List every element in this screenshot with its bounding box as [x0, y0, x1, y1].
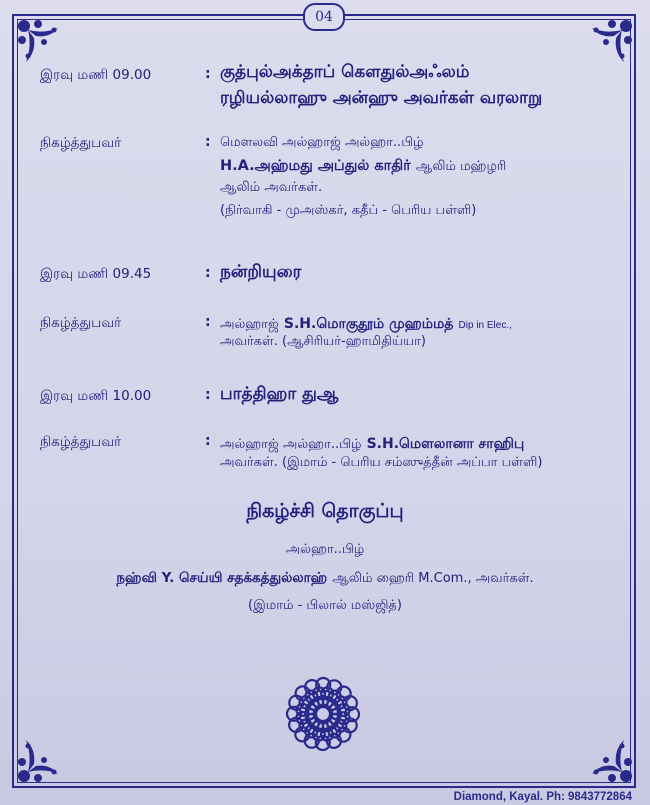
floral-mandala-ornament: [283, 674, 363, 754]
session-3-host-name: S.H.மௌலானா சாஹிபு: [366, 436, 525, 452]
compere-title: ஆலிம் ஹைரி M.Com., அவர்கள்.: [332, 571, 534, 586]
session-1-host-colon: :: [205, 134, 211, 150]
session-3-host-prefix: அல்ஹாஜ் அல்ஹா..பிழ்: [220, 437, 362, 452]
corner-ornament-bottom-right: [566, 716, 636, 786]
session-1-host-line-2: [220, 155, 506, 176]
session-1-host-name: H.A.அஹ்மது அப்துல் காதிர்: [220, 158, 411, 174]
session-2-time: இரவு மணி 09.45: [40, 266, 152, 282]
session-1-time: இரவு மணி 09.00: [40, 67, 152, 83]
compere-heading: நிகழ்ச்சி தொகுப்பு: [246, 500, 404, 522]
session-1-colon: :: [205, 66, 211, 82]
compere-line-1: அல்ஹா..பிழ்: [285, 542, 365, 557]
page-number: 04: [303, 3, 345, 31]
session-1-title-line-2: ரழியல்லாஹு அன்ஹு அவர்கள் வரலாறு: [220, 88, 543, 108]
session-3-host-colon: :: [205, 433, 211, 449]
session-2-host-line-1: [220, 313, 512, 334]
session-3-colon: :: [205, 387, 211, 403]
corner-ornament-bottom-left: [14, 716, 84, 786]
session-2-host-qualification: Dip in Elec.,: [458, 320, 512, 331]
session-2-host-label: நிகழ்த்துபவர்: [40, 315, 122, 331]
session-2-title: நன்றியுரை: [220, 262, 302, 282]
session-3-time: இரவு மணி 10.00: [40, 388, 152, 404]
session-1-host-title: ஆலிம் மஹ்ழரி: [415, 159, 507, 174]
session-1-title-line-1: குத்புல்அக்தாப் கௌதுல்அஃலம்: [220, 62, 470, 82]
compere-name: நஹ்வி Y. செய்யி சதக்கத்துல்லாஹ்: [116, 570, 328, 586]
session-1-host-label: நிகழ்த்துபவர்: [40, 135, 122, 151]
session-1-host-line-4: (நிர்வாகி - முஅஸ்கர், கதீப் - பெரிய பள்ளி): [220, 203, 477, 218]
session-3-host-line-1: [220, 433, 524, 454]
session-3-host-line-2: அவர்கள். (இமாம் - பெரிய சம்ஸுத்தீன் அப்பா பள்ளி): [220, 455, 543, 470]
corner-ornament-top-right: [566, 16, 636, 86]
session-2-host-line-2: அவர்கள். (ஆசிரியர்-ஹாமிதிய்யா): [220, 334, 427, 349]
session-1-host-line-3: ஆலிம் அவர்கள்.: [220, 180, 323, 195]
compere-line-2: [0, 567, 650, 588]
session-2-host-prefix: அல்ஹாஜ்: [220, 317, 279, 332]
session-1-host-line-1: மௌலவி அல்ஹாஜ் அல்ஹா..பிழ்: [220, 135, 424, 150]
compere-line-3: (இமாம் - பிலால் மஸ்ஜித்): [248, 598, 402, 613]
session-2-host-colon: :: [205, 314, 211, 330]
session-2-colon: :: [205, 265, 211, 281]
printer-footer: Diamond, Kayal. Ph: 9843772864: [453, 791, 632, 803]
session-3-title: பாத்திஹா துஆ: [220, 384, 339, 404]
session-3-host-label: நிகழ்த்துபவர்: [40, 434, 122, 450]
session-2-host-name: S.H.மொகுதூம் முஹம்மத்: [283, 316, 454, 332]
